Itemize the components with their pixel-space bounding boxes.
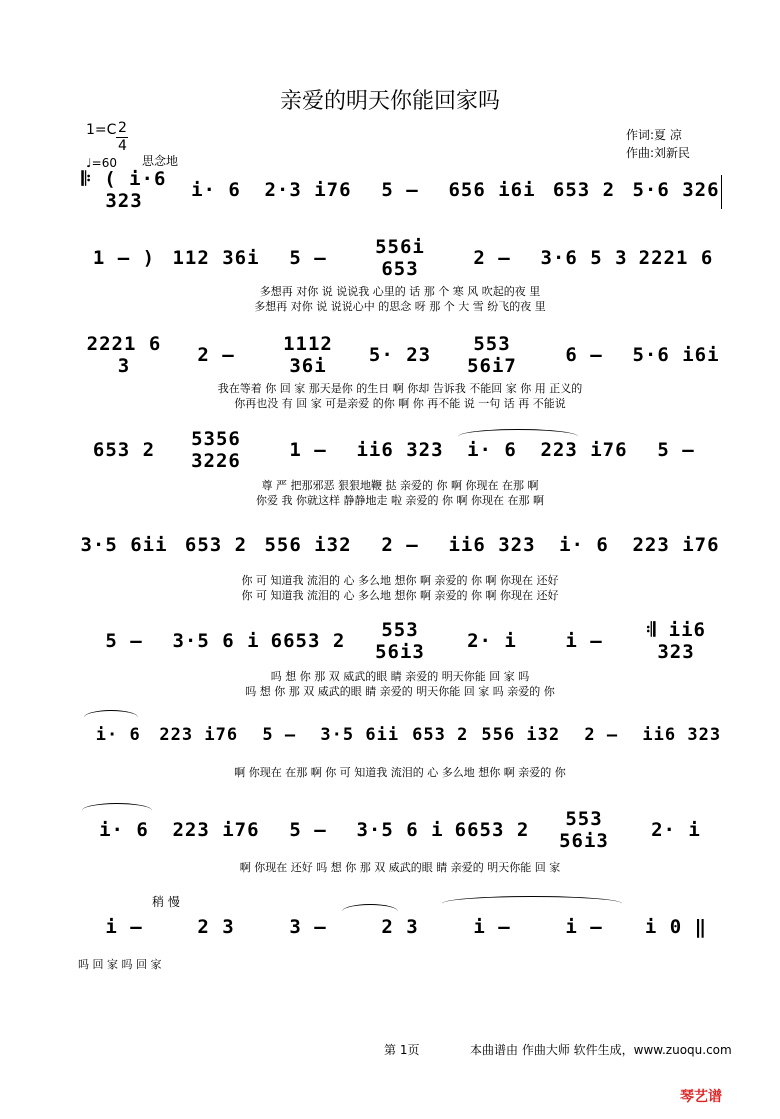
measure: ii6 323 <box>356 439 444 461</box>
measure: 556 i32 <box>264 534 352 556</box>
measure: 653 2 <box>552 179 616 201</box>
measure: 1 – ) <box>92 247 156 269</box>
measure: i· 6 <box>559 534 609 556</box>
measure: ii6 323 <box>642 725 722 745</box>
measure: 3·5 6ii <box>80 534 168 556</box>
measure: 2221 6 3 <box>86 333 162 377</box>
measure: 656 i6i <box>448 179 536 201</box>
score-row-1 <box>78 168 722 215</box>
measure: 2221 6 <box>638 247 714 269</box>
composer: 作曲:刘新民 <box>626 146 691 160</box>
measure: 6 – <box>565 344 603 366</box>
expression-mark: 思念地 <box>142 154 179 168</box>
measure: 3·5 6ii <box>320 725 400 745</box>
measure: 3·6 5 3 <box>540 247 628 269</box>
measure: 5 – <box>289 819 327 841</box>
tempo-mark: ♩=60 <box>86 156 117 170</box>
score-row-6 <box>78 619 722 698</box>
measure: 1112 36i <box>283 333 333 377</box>
measure: 5356 3226 <box>191 428 241 472</box>
measure: 553 56i3 <box>375 619 425 663</box>
score-row-9 <box>78 912 722 972</box>
lyricist: 作词:夏 凉 <box>626 128 682 142</box>
measure: i – <box>105 916 143 938</box>
generator-credit: 本曲谱由 作曲大师 软件生成，www.zuoqu.com <box>470 1043 732 1057</box>
measure: i· 6 <box>99 819 149 841</box>
score-row-7 <box>78 720 722 780</box>
measure: 5 – <box>289 247 327 269</box>
lyrics-line-1: 多想再 对你 说 说说我 心里的 话 那 个 寒 风 吹起的夜 里 <box>259 285 541 298</box>
lyrics-line-2: 吗 想 你 那 双 威武的眼 睛 亲爱的 明天你能 回 家 吗 亲爱的 你 <box>245 685 555 698</box>
notes-row-2 <box>78 236 722 280</box>
lyrics-line-2: 你爱 我 你就这样 静静地走 啦 亲爱的 你 啊 你现在 在那 啊 <box>256 494 544 507</box>
time-signature-bottom: 4 <box>118 138 127 154</box>
measure: 6653 2 <box>454 819 530 841</box>
measure: ii6 323 <box>448 534 536 556</box>
notes-row-5 <box>78 530 722 560</box>
lyrics-line-1: 我在等着 你 回 家 那天是你 的生日 啊 你却 告诉我 不能回 家 你 用 正义的 <box>217 382 583 395</box>
measure: 553 56i3 <box>559 808 609 852</box>
lyrics-line-2: 你再也没 有 回 家 可是亲爱 的你 啊 你 再不能 说 一句 话 再 不能说 <box>234 397 566 410</box>
measure: 2 3 <box>197 916 235 938</box>
measure: i – <box>565 916 603 938</box>
measure: 223 i76 <box>172 819 260 841</box>
measure: i· 6 <box>191 179 241 201</box>
measure: 223 i76 <box>540 439 628 461</box>
page-number: 第 1页 <box>384 1043 420 1057</box>
measure: 653 2 <box>184 534 248 556</box>
measure: i· 6 <box>95 725 141 745</box>
measure: i· 6 <box>467 439 517 461</box>
measure: 556i 653 <box>375 236 425 280</box>
measure: 2 – <box>381 534 419 556</box>
score-row-5 <box>78 530 722 600</box>
notes-row-1 <box>78 168 722 212</box>
measure: 3·5 6 i <box>172 630 260 652</box>
notes-row-4 <box>78 428 722 472</box>
lyrics-line-1: 吗 想 你 那 双 威武的眼 睛 亲爱的 明天你能 回 家 吗 <box>270 670 530 683</box>
score-row-8 <box>78 808 722 875</box>
measure: 2 3 <box>381 916 419 938</box>
notes-row-6 <box>78 619 722 663</box>
song-title: 亲爱的明天你能回家吗 <box>279 89 500 114</box>
measure: 5 – <box>381 179 419 201</box>
measure: 3·5 6 i <box>356 819 444 841</box>
lyrics-line-2: 你 可 知道我 流泪的 心 多么地 想你 啊 亲爱的 你 啊 你现在 还好 <box>241 589 559 602</box>
measure: 5·6 326 <box>632 179 720 201</box>
measure: 3 – <box>289 916 327 938</box>
site-logo: 琴艺谱 <box>680 1089 722 1105</box>
lyrics-line-1: 啊 你现在 还好 吗 想 你 那 双 威武的眼 睛 亲爱的 明天你能 回 家 <box>239 861 561 874</box>
slur-mark <box>84 710 138 725</box>
measure: 2·3 i76 <box>264 179 352 201</box>
slur-mark <box>82 803 152 818</box>
score-row-2 <box>78 236 722 313</box>
measure: 223 i76 <box>632 534 720 556</box>
lyrics-line-1: 尊 严 把那邪恶 狠狠地鞭 挞 亲爱的 你 啊 你现在 在那 啊 <box>261 479 539 492</box>
notes-row-7 <box>78 720 722 750</box>
measure: 553 56i7 <box>467 333 517 377</box>
measure: i – <box>473 916 511 938</box>
measure: 𝄆 ( i·6 323 <box>81 168 167 212</box>
measure: 2 – <box>584 725 619 745</box>
slur-mark <box>342 904 398 919</box>
measure: 5·6 i6i <box>632 344 720 366</box>
measure: 223 i76 <box>159 725 239 745</box>
measure: 112 36i <box>172 247 260 269</box>
measure: 5 – <box>262 725 297 745</box>
lyrics-line-1: 你 可 知道我 流泪的 心 多么地 想你 啊 亲爱的 你 啊 你现在 还好 <box>241 574 559 587</box>
measure: 5· 23 <box>368 344 432 366</box>
key-signature: 1=C <box>86 122 117 138</box>
slur-mark <box>442 896 622 911</box>
score-row-4 <box>78 428 722 507</box>
measure: 556 i32 <box>481 725 561 745</box>
measure: 𝄇 ii6 323 <box>646 619 706 663</box>
measure: 2 – <box>197 344 235 366</box>
measure: i – <box>565 630 603 652</box>
measure: 5 – <box>105 630 143 652</box>
measure: 2· i <box>467 630 517 652</box>
measure: 1 – <box>289 439 327 461</box>
slur-mark <box>458 429 578 444</box>
measure: 2· i <box>651 819 701 841</box>
score-row-3 <box>78 333 722 410</box>
measure: 5 – <box>657 439 695 461</box>
notes-row-9 <box>78 912 722 942</box>
lyrics-line-1: 啊 你现在 在那 啊 你 可 知道我 流泪的 心 多么地 想你 啊 亲爱的 你 <box>234 766 566 779</box>
measure: 6653 2 <box>270 630 346 652</box>
lyrics-line-1: 吗 回 家 吗 回 家 <box>78 958 162 971</box>
lyrics-line-2: 多想再 对你 说 说说心中 的思念 呀 那 个 大 雪 纷飞的夜 里 <box>254 300 546 313</box>
measure: 653 2 <box>92 439 156 461</box>
tempo-change-mark: 稍 慢 <box>152 895 180 909</box>
notes-row-8 <box>78 808 722 852</box>
measure: i 0 ‖ <box>644 916 708 938</box>
barline <box>721 175 722 209</box>
notes-row-3 <box>78 333 722 377</box>
time-signature-top: 2 <box>118 120 127 136</box>
measure: 653 2 <box>412 725 469 745</box>
measure: 2 – <box>473 247 511 269</box>
